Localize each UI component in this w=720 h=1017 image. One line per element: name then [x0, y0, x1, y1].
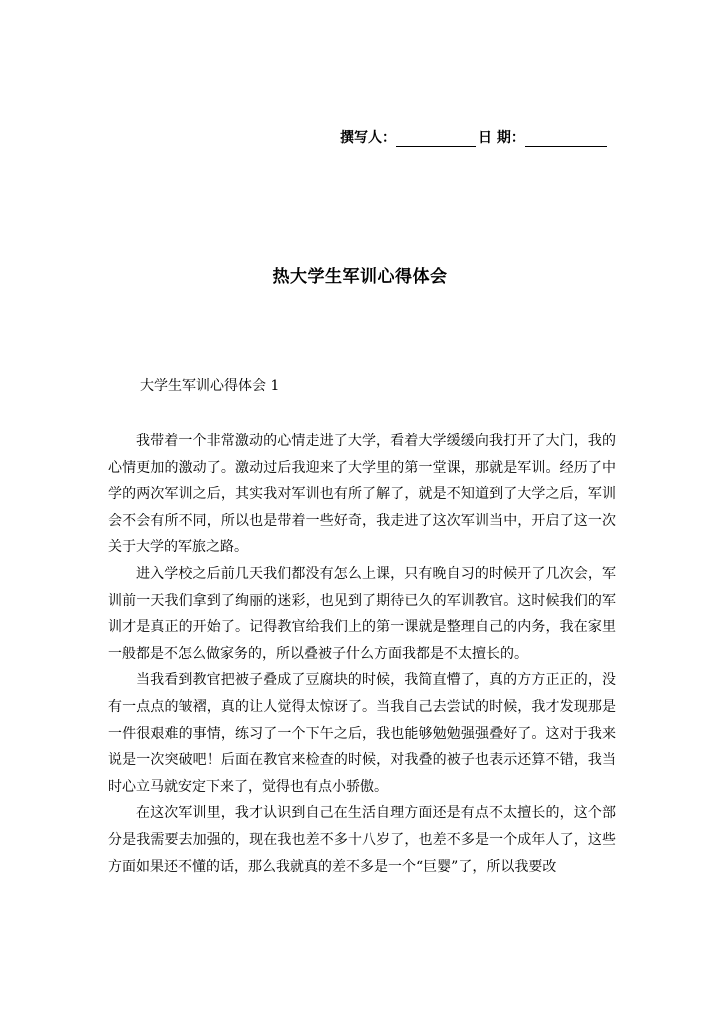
paragraph: 进入学校之后前几天我们都没有怎么上课，只有晚自习的时候开了几次会，军训前一天我们拿到了绚丽的迷彩，也见到了期待已久的军训教官。这时候我们的军训才是真正的开始了。记得教官给我们上的第一课就是整理自己的内务，我在家里一般都是不怎么做家务的，所以叠被子什么方面我都是不太擅长的。: [108, 565, 616, 662]
section-subtitle: 大学生军训心得体会 1: [140, 378, 280, 394]
document-body: [108, 428, 616, 880]
document-header: [340, 127, 620, 147]
author-label: 撰写人：: [340, 130, 396, 146]
paragraph: 当我看到教官把被子叠成了豆腐块的时候，我简直懵了，真的方方正正的，没有一点点的皱褶，真的让人觉得太惊讶了。当我自己去尝试的时候，我才发现那是一件很艰难的事情，练习了一个下午之后，我也能够勉勉强强叠好了。这对于我来说是一次突破吧！后面在教官来检查的时候，对我叠的被子也表示还算不错，我当时心立马就安定下来了，觉得也有点小骄傲。: [108, 672, 616, 795]
paragraph: 我带着一个非常激动的心情走进了大学，看着大学缓缓向我打开了大门，我的心情更加的激动了。激动过后我迎来了大学里的第一堂课，那就是军训。经历了中学的两次军训之后，其实我对军训也有所了解了，就是不知道到了大学之后，军训会不会有所不同，所以也是带着一些好奇，我走进了这次军训当中，开启了这一次关于大学的军旅之路。: [108, 433, 616, 556]
paragraph: 在这次军训里，我才认识到自己在生活自理方面还是有点不太擅长的，这个部分是我需要去加强的，现在我也差不多十八岁了，也差不多是一个成年人了，这些方面如果还不懂的话，那么我就真的差不多是一个“巨婴”了，所以我要改: [108, 805, 616, 875]
document-title: 热大学生军训心得体会: [272, 267, 448, 287]
date-label: 日 期：: [478, 130, 525, 146]
date-blank: [525, 132, 607, 147]
author-blank: [396, 132, 476, 147]
